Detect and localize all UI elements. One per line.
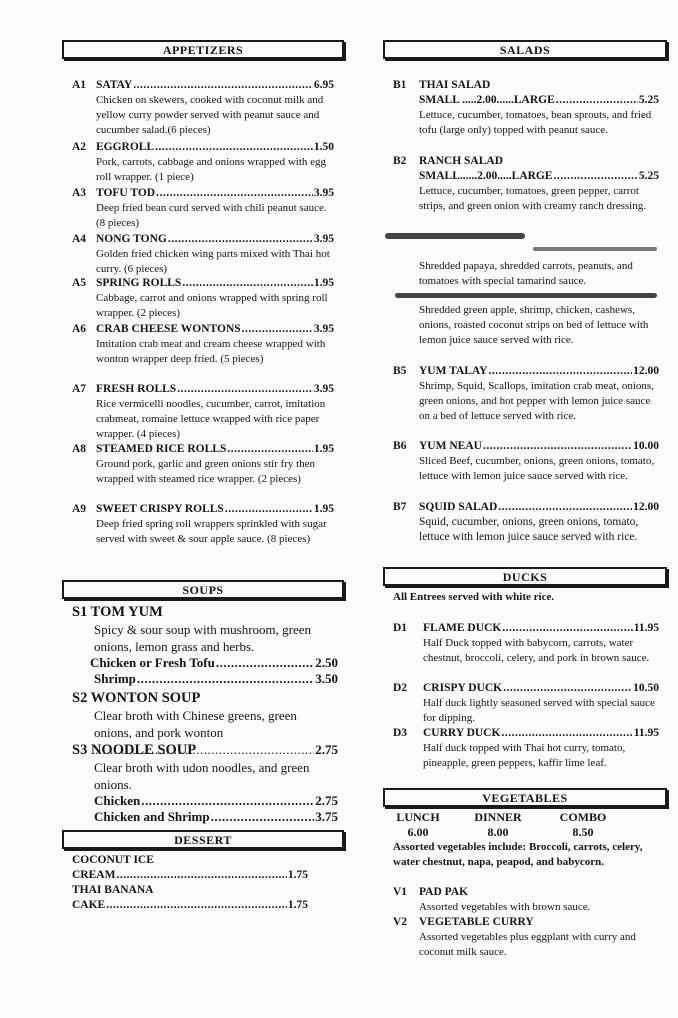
item-name: THAI SALAD xyxy=(419,79,491,91)
soup-description: Clear broth with udon noodles, and green onions. xyxy=(94,760,310,792)
item-code: A7 xyxy=(72,383,87,395)
item-description: Deep fried spring roll wrappers sprinkled with sugar served with sweet & sour apple sauce. (8 pieces) xyxy=(96,518,327,545)
appetizer-item xyxy=(72,186,334,231)
item-price: 1.50 xyxy=(313,141,334,153)
appetizer-item xyxy=(72,140,334,185)
item-price: 3.95 xyxy=(313,323,334,335)
item-code: A4 xyxy=(72,233,87,245)
item-price: 3.95 xyxy=(313,187,334,199)
item-name: CRISPY DUCK ..... 10.50 xyxy=(423,681,659,696)
item-code: A2 xyxy=(72,141,87,153)
item-description: Cabbage, carrot and onions wrapped with spring roll wrapper. (2 pieces) xyxy=(96,292,328,319)
soup-option: Chicken and Shrimp ..... 3.75 xyxy=(72,809,338,825)
appetizer-item xyxy=(72,442,334,487)
item-name: FLAME DUCK ..... 11.95 xyxy=(423,621,659,636)
item-description: Squid, cucumber, onions, green onions, tomato, lettuce with lemon juice sauce served with rice. xyxy=(419,516,639,543)
salad-item-b7: B7 SQUID SALAD ..... 12.00 Squid, cucumber, onions, green onions, tomato, lettuce with lemon juice sauce served with rice. xyxy=(393,500,659,545)
dessert-header: DESSERT xyxy=(62,830,344,849)
item-code: A6 xyxy=(72,323,87,335)
item-price: 6.95 xyxy=(313,79,334,91)
item-description: Shrimp, Squid, Scallops, imitation crab meat, onions, green onions, and hot pepper with lemon juice sauce on a bed of lettuce served with rice. xyxy=(419,380,654,422)
soup-item-s1 xyxy=(72,604,338,687)
soup-description: Spicy & sour soup with mushroom, green onions, lemon grass and herbs. xyxy=(94,622,312,654)
salad-item-b2: B2 RANCH SALAD SMALL......2.00.....LARGE ..... 5.25 Lettuce, cucumber, tomatoes, green pepper, carrot strips, and green onion with creamy ranch dressing. xyxy=(393,154,659,214)
soup-name: S1 TOM YUM xyxy=(72,604,163,620)
item-price: 1.95 xyxy=(313,503,334,515)
vegetable-item-v2: V2 VEGETABLE CURRY Assorted vegetables plus eggplant with curry and coconut milk sauce. xyxy=(393,915,659,960)
redaction-mark xyxy=(385,233,525,239)
item-description: Half Duck topped with babycorn, carrots, water chestnut, broccoli, celery, and pork in brown sauce. xyxy=(423,637,650,664)
item-name: RANCH SALAD xyxy=(419,155,504,167)
salad-item-b3 xyxy=(419,259,659,289)
price-column-lunch: LUNCH 6.00 xyxy=(396,810,440,839)
item-name: NONG TONG ..... 3.95 xyxy=(96,232,334,247)
soup-option: Shrimp ..... 3.50 xyxy=(72,671,338,687)
appetizer-item xyxy=(72,78,334,138)
item-name: YUM NEAU ..... 10.00 xyxy=(419,439,659,454)
redaction-mark xyxy=(395,293,657,298)
soup-description: Clear broth with Chinese greens, green onions, and pork wonton ..... 2.75 xyxy=(72,707,338,758)
item-name: SPRING ROLLS ..... 1.95 xyxy=(96,276,334,291)
soup-option: Chicken ..... 2.75 xyxy=(72,793,338,809)
item-sizes: SMALL .....2.00......LARGE ..... 5.25 xyxy=(419,93,659,108)
item-name: STEAMED RICE ROLLS ..... 1.95 xyxy=(96,442,334,457)
item-name: SWEET CRISPY ROLLS ..... 1.95 xyxy=(96,502,334,517)
item-code: A9 xyxy=(72,503,87,515)
item-code: A1 xyxy=(72,79,87,91)
item-name: CRAB CHEESE WONTONS ..... 3.95 xyxy=(96,322,334,337)
salad-item-b6: B6 YUM NEAU ..... 10.00 Sliced Beef, cucumber, onions, green onions, tomato, lettuce with lemon juice sauce served with rice. xyxy=(393,439,659,484)
item-name: PAD PAK xyxy=(419,886,469,898)
item-description: Pork, carrots, cabbage and onions wrapped with egg roll wrapper. (1 piece) xyxy=(96,156,327,183)
item-code: A3 xyxy=(72,187,87,199)
dessert-item: COCONUT ICE CREAM ..... 1.75 THAI BANANA CAKE ..... 1.75 xyxy=(72,853,308,913)
appetizer-item xyxy=(72,232,334,277)
item-code: A8 xyxy=(72,443,87,455)
vegetables-header: VEGETABLES xyxy=(383,788,667,807)
item-description: Shredded papaya, shredded carrots, peanuts, and tomatoes with special tamarind sauce. xyxy=(419,260,633,287)
item-name: TOFU TOD ..... 3.95 xyxy=(96,186,334,201)
soup-option: Chicken or Fresh Tofu ..... 2.50 xyxy=(72,655,338,671)
appetizer-item xyxy=(72,502,334,547)
item-description: Imitation crab meat and cream cheese wrapped with wonton wrapper deep fried. (5 pieces) xyxy=(96,338,326,365)
item-name: SQUID SALAD ..... 12.00 xyxy=(419,500,659,515)
item-description: Half duck lightly seasoned served with special sauce for dipping. xyxy=(423,697,655,724)
item-description: Rice vermicelli noodles, cucumber, carrot, imitation crabmeat, romaine lettuce wrapped with rice paper wrapper. (4 pieces) xyxy=(96,398,326,440)
item-description: Lettuce, cucumber, tomatoes, bean sprouts, and fried tofu (large only) topped with peanut sauce. xyxy=(419,109,652,136)
salad-item-b5: B5 YUM TALAY ..... 12.00 Shrimp, Squid, Scallops, imitation crab meat, onions, green onions, and hot pepper with lemon juice sauce on a bed of lettuce served with rice. xyxy=(393,364,659,424)
price-column-combo: COMBO 8.50 xyxy=(559,810,607,839)
item-name: FRESH ROLLS ..... 3.95 xyxy=(96,382,334,397)
item-description: Assorted vegetables with brown sauce. xyxy=(419,901,591,913)
item-description: Sliced Beef, cucumber, onions, green onions, tomato, lettuce with lemon juice sauce served with rice. xyxy=(419,455,655,482)
item-description: Lettuce, cucumber, tomatoes, green pepper, carrot strips, and green onion with creamy ranch dressing. xyxy=(419,185,646,212)
item-description: Ground pork, garlic and green onions stir fry then wrapped with steamed rice wrapper. (2 pieces) xyxy=(96,458,316,485)
item-name: YUM TALAY ..... 12.00 xyxy=(419,364,659,379)
item-sizes: SMALL......2.00.....LARGE ..... 5.25 xyxy=(419,169,659,184)
salad-item-b4 xyxy=(419,303,665,348)
vegetables-price-table xyxy=(393,810,633,840)
ducks-note: All Entrees served with white rice. xyxy=(393,591,555,603)
appetizer-item xyxy=(72,276,334,321)
salads-header: SALADS xyxy=(383,40,667,59)
redaction-mark xyxy=(533,247,657,251)
soups-header: SOUPS xyxy=(62,580,344,599)
item-price: 1.95 xyxy=(313,277,334,289)
item-description: Assorted vegetables plus eggplant with curry and coconut milk sauce. xyxy=(419,931,636,958)
appetizer-item xyxy=(72,382,334,442)
item-price: 3.95 xyxy=(313,383,334,395)
salad-item-b1: B1 THAI SALAD SMALL .....2.00......LARGE ..... 5.25 Lettuce, cucumber, tomatoes, bean sprouts, and fried tofu (large only) topped with peanut sauce. xyxy=(393,78,659,138)
item-description: Chicken on skewers, cooked with coconut milk and yellow curry powder served with peanut sauce and cucumber salad.(6 pieces) xyxy=(96,94,324,136)
item-name: SATAY ..... 6.95 xyxy=(96,78,334,93)
soup-name: S2 WONTON SOUP xyxy=(72,690,201,706)
item-code: A5 xyxy=(72,277,87,289)
item-description: Deep fried bean curd served with chili peanut sauce. (8 pieces) xyxy=(96,202,327,229)
item-description: Golden fried chicken wing parts mixed with Thai hot curry. (6 pieces) xyxy=(96,248,330,275)
item-description: Half duck topped with Thai hot curry, tomato, pineapple, green peppers, kaffir lime leaf. xyxy=(423,742,626,769)
soup-name: S3 NOODLE SOUP xyxy=(72,742,197,758)
duck-item-d3: D3 CURRY DUCK ..... 11.95 Half duck topped with Thai hot curry, tomato, pineapple, green peppers, kaffir lime leaf. xyxy=(393,726,659,771)
item-price: 1.95 xyxy=(313,443,334,455)
soup-item-s3 xyxy=(72,742,338,825)
item-description: Shredded green apple, shrimp, chicken, cashews, onions, roasted coconut strips on bed of lettuce with lemon juice sauce served with rice. xyxy=(419,304,649,346)
vegetable-item-v1: V1 PAD PAK Assorted vegetables with brown sauce. xyxy=(393,885,659,915)
price-column-dinner: DINNER 8.00 xyxy=(474,810,522,839)
ducks-header: DUCKS xyxy=(383,567,667,586)
appetizers-header: APPETIZERS xyxy=(62,40,344,59)
vegetables-note: Assorted vegetables include: Broccoli, carrots, celery, water chestnut, napa, peapod, and babycorn. xyxy=(393,841,643,868)
duck-item-d1: D1 FLAME DUCK ..... 11.95 Half Duck topped with babycorn, carrots, water chestnut, broccoli, celery, and pork in brown sauce. xyxy=(393,621,659,666)
appetizer-item xyxy=(72,322,334,367)
duck-item-d2: D2 CRISPY DUCK ..... 10.50 Half duck lightly seasoned served with special sauce for dipping. xyxy=(393,681,659,726)
item-price: 3.95 xyxy=(313,233,334,245)
item-name: CURRY DUCK ..... 11.95 xyxy=(423,726,659,741)
item-name: VEGETABLE CURRY xyxy=(419,916,534,928)
item-name: EGGROLL ..... 1.50 xyxy=(96,140,334,155)
